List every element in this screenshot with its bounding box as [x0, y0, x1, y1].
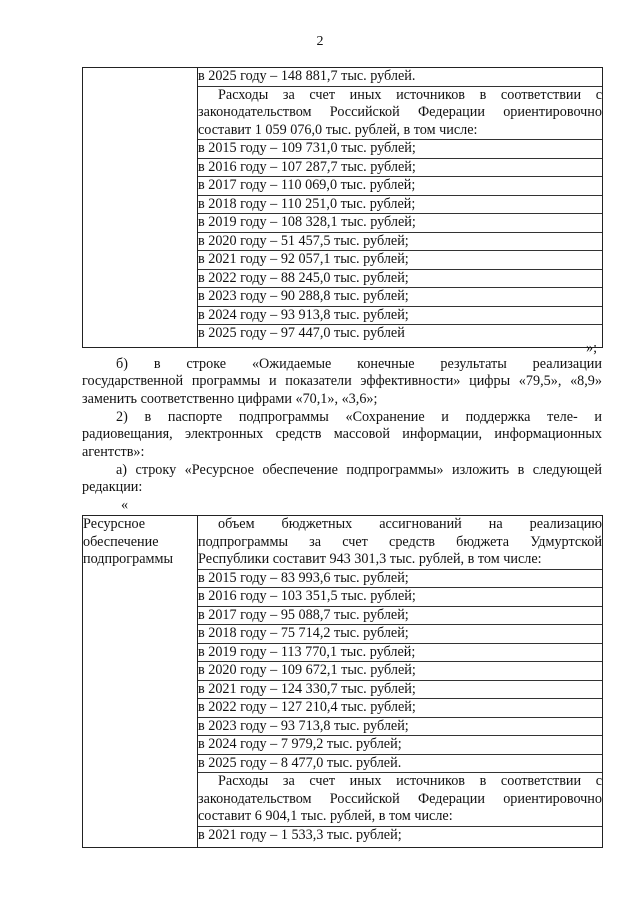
table1-line: в 2023 году – 90 288,8 тыс. рублей;: [198, 288, 602, 307]
table1-line: в 2025 году – 148 881,7 тыс. рублей.: [198, 68, 602, 87]
table1-label-cell: [83, 68, 198, 348]
table1-line: в 2020 году – 51 457,5 тыс. рублей;: [198, 233, 602, 252]
paragraph-line: редакции:: [82, 479, 143, 496]
table2-line: в 2021 году – 1 533,3 тыс. рублей;: [198, 826, 402, 843]
table2-line: в 2016 году – 103 351,5 тыс. рублей;: [198, 588, 602, 607]
table2-line: в 2023 году – 93 713,8 тыс. рублей;: [198, 718, 602, 737]
table1-line: в 2022 году – 88 245,0 тыс. рублей;: [198, 270, 602, 289]
table2-line: объем бюджетных ассигнований на реализацию: [218, 516, 602, 532]
table1-line: законодательством Российской Федерации ориентировочно: [198, 104, 602, 120]
paragraph-line: б) в строке «Ожидаемые конечные результаты реализации: [116, 356, 602, 372]
table1-line: в 2015 году – 109 731,0 тыс. рублей;: [198, 140, 602, 159]
table2-line: в 2018 году – 75 714,2 тыс. рублей;: [198, 625, 602, 644]
table2-line: Расходы за счет иных источников в соответствии с: [218, 773, 602, 789]
table1-line: в 2025 году – 97 447,0 тыс. рублей: [198, 325, 405, 341]
resource-label-cell: [83, 516, 198, 848]
table1-content-cell: [198, 68, 603, 348]
label-line: Ресурсное: [83, 516, 146, 532]
table1-line: Расходы за счет иных источников в соответствии с: [218, 86, 602, 103]
table2-line: в 2019 году – 113 770,1 тыс. рублей;: [198, 644, 602, 663]
table2-line: в 2017 году – 95 088,7 тыс. рублей;: [198, 607, 602, 626]
paragraph-line: государственной программы и показатели эффективности» цифры «79,5», «8,9»: [82, 373, 602, 390]
table1-line: составит 1 059 076,0 тыс. рублей, в том числе:: [198, 122, 602, 141]
paragraph-line: 2) в паспорте подпрограммы «Сохранение и поддержка теле- и: [116, 409, 602, 425]
paragraph-line: а) строку «Ресурсное обеспечение подпрограммы» изложить в следующей: [116, 462, 602, 478]
resource-table: [82, 515, 603, 848]
page-number: 2: [316, 34, 324, 49]
paragraph-line: заменить соответственно цифрами «70,1», «3,6»;: [82, 390, 378, 407]
table2-line: в 2015 году – 83 993,6 тыс. рублей;: [198, 570, 602, 589]
closing-quote: »;: [586, 340, 598, 356]
table2-line: законодательством Российской Федерации ориентировочно: [198, 790, 602, 807]
item-2-paragraph: [82, 409, 602, 461]
table2-line: подпрограммы за счет средств бюджета Удмуртской: [198, 533, 602, 550]
table1-line: в 2016 году – 107 287,7 тыс. рублей;: [198, 159, 602, 178]
table1-line: в 2017 году – 110 069,0 тыс. рублей;: [198, 177, 602, 196]
table2-line: составит 6 904,1 тыс. рублей, в том числе:: [198, 808, 602, 827]
table2-line: в 2022 году – 127 210,4 тыс. рублей;: [198, 699, 602, 718]
table1-line: в 2019 году – 108 328,1 тыс. рублей;: [198, 214, 602, 233]
table2-line: в 2024 году – 7 979,2 тыс. рублей;: [198, 736, 602, 755]
table2-line: в 2021 году – 124 330,7 тыс. рублей;: [198, 681, 602, 700]
table1-line: в 2024 году – 93 913,8 тыс. рублей;: [198, 307, 602, 326]
table2-line: в 2025 году – 8 477,0 тыс. рублей.: [198, 755, 602, 774]
amendment-a-paragraph: [82, 462, 602, 497]
label-line: подпрограммы: [83, 551, 173, 567]
paragraph-line: агентств»:: [82, 443, 145, 460]
resource-content-cell: [198, 516, 603, 848]
resource-table-continued: [82, 67, 603, 348]
table2-line: в 2020 году – 109 672,1 тыс. рублей;: [198, 662, 602, 681]
opening-quote: «: [121, 497, 129, 513]
paragraph-line: радиовещания, электронных средств массовой информации, информационных: [82, 426, 602, 443]
table1-line: в 2021 году – 92 057,1 тыс. рублей;: [198, 251, 602, 270]
amendment-b-paragraph: [82, 356, 602, 408]
table2-line: Республики составит 943 301,3 тыс. рублей, в том числе:: [198, 551, 602, 570]
label-line: обеспечение: [83, 533, 159, 550]
table1-line: в 2018 году – 110 251,0 тыс. рублей;: [198, 196, 602, 215]
